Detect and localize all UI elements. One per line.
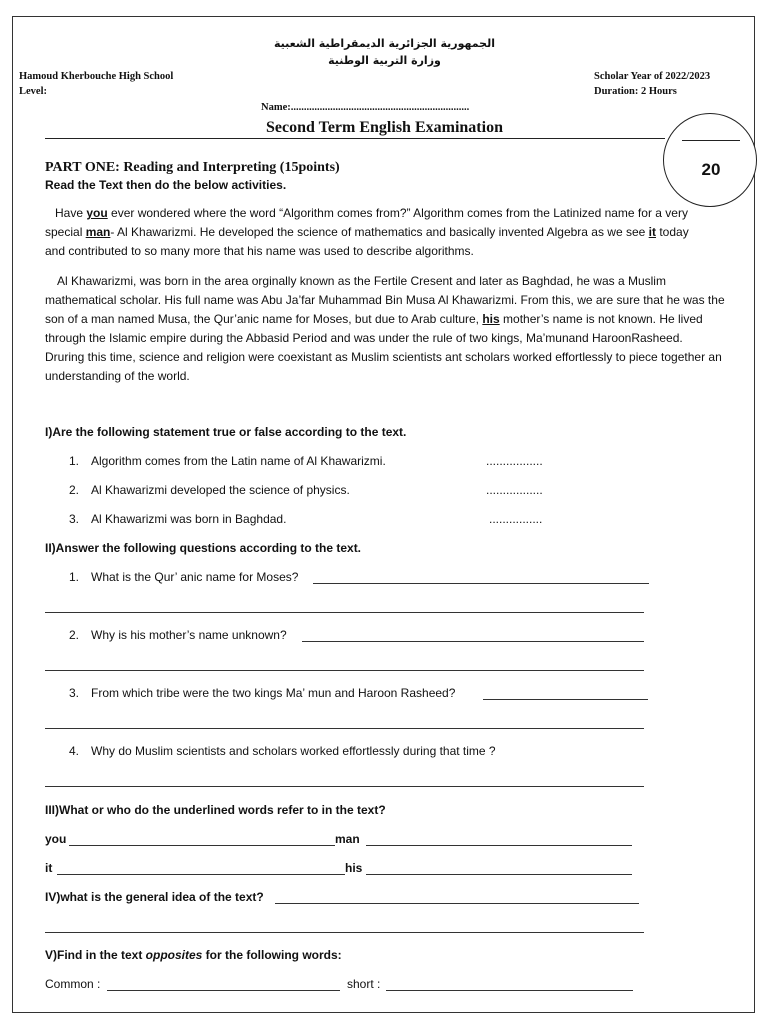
question-2: 2. Why is his mother’s name unknown?	[69, 628, 287, 642]
score-line	[682, 140, 740, 141]
underlined-you: you	[86, 206, 108, 220]
answer-line-general-idea-extra[interactable]	[45, 932, 644, 933]
tf-answer-1[interactable]: .................	[486, 454, 543, 468]
tf-item-3: 3. Al Khawarizmi was born in Baghdad.	[69, 512, 287, 526]
answer-line-q1-extra[interactable]	[45, 612, 644, 613]
tf-answer-2[interactable]: .................	[486, 483, 543, 497]
answer-line-q2[interactable]	[302, 641, 644, 642]
opposite-word-common: Common :	[45, 977, 101, 991]
paragraph-1: Have you ever wondered where the word “Algorithm comes from?” Algorithm comes from the Latinized name for a very special man- Al Khawarizmi. He developed the science of mathematics and basically invented Algebra as we see it today and contributed to so many more that his name was used to describe algorithms.	[45, 206, 689, 258]
section-4-heading: IV)what is the general idea of the text?	[45, 890, 264, 904]
answer-line-short[interactable]	[386, 990, 633, 991]
question-1: 1. What is the Qur’ anic name for Moses?	[69, 570, 299, 584]
section-3-heading: III)What or who do the underlined words refer to in the text?	[45, 803, 386, 817]
section-2-heading: II)Answer the following questions according to the text.	[45, 541, 362, 555]
underlined-his: his	[482, 312, 500, 326]
title-rule	[45, 138, 665, 139]
section-1-heading: I)Are the following statement true or false according to the text.	[45, 425, 407, 439]
underlined-it: it	[648, 225, 657, 239]
answer-line-q4[interactable]	[45, 786, 644, 787]
ref-word-you: you	[45, 832, 67, 846]
tf-item-2: 2. Al Khawarizmi developed the science of physics.	[69, 483, 350, 497]
underlined-man: man	[85, 225, 111, 239]
answer-line-general-idea[interactable]	[275, 903, 639, 904]
answer-line-q3[interactable]	[483, 699, 648, 700]
score-total: 20	[701, 160, 721, 179]
part-one-instruction: Read the Text then do the below activities.	[45, 178, 287, 192]
answer-line-his[interactable]	[366, 874, 632, 875]
opposite-word-short: short :	[347, 977, 381, 991]
question-3: 3. From which tribe were the two kings Ma’ mun and Haroon Rasheed?	[69, 686, 456, 700]
school-name: Hamoud Kherbouche High School	[19, 71, 174, 82]
tf-item-1: 1. Algorithm comes from the Latin name of Al Khawarizmi.	[69, 454, 386, 468]
paragraph-2: Al Khawarizmi, was born in the area orginally known as the Fertile Cresent and later as Baghdad, he was a Muslim mathematical scholar. His full name was Abu Ja’far Muhammad Bin Musa Al Khawarizmi. From this, we are sure that he was the son of a man named Musa, the Qur’anic name for Moses, but due to Arab culture, his mother’s name is not known. He lived through the Islamic empire during the Abbasid Period and was under the rule of two kings, Ma’munand HaroonRasheed. Druring this time, science and religion were coexistant as Muslim scientists ant scholars worked effortlessly to piece together an understanding of the world.	[45, 274, 725, 383]
ref-word-it: it	[45, 861, 53, 875]
answer-line-man[interactable]	[366, 845, 632, 846]
exam-title: Second Term English Examination	[266, 119, 503, 136]
answer-line-common[interactable]	[107, 990, 340, 991]
scholar-year: Scholar Year of 2022/2023	[594, 71, 711, 82]
exam-page	[12, 16, 755, 1013]
answer-line-q1[interactable]	[313, 583, 649, 584]
score-circle[interactable]	[663, 113, 757, 207]
answer-line-q2-extra[interactable]	[45, 670, 644, 671]
answer-line-q3-extra[interactable]	[45, 728, 644, 729]
ref-word-his: his	[345, 861, 363, 875]
name-field[interactable]: Name:....................................................................	[261, 102, 470, 113]
arabic-republic-title: الجمهورية الجزائرية الديمقراطية الشعبية	[274, 37, 495, 50]
answer-line-it[interactable]	[57, 874, 345, 875]
part-one-title: PART ONE: Reading and Interpreting (15points)	[45, 160, 340, 175]
question-4: 4. Why do Muslim scientists and scholars worked effortlessly during that time ?	[69, 744, 496, 758]
level-label: Level:	[19, 86, 47, 97]
section-5-heading: V)Find in the text opposites for the following words:	[45, 948, 342, 962]
duration: Duration: 2 Hours	[594, 86, 677, 97]
answer-line-you[interactable]	[69, 845, 335, 846]
ref-word-man: man	[335, 832, 360, 846]
arabic-ministry-title: وزارة التربية الوطنية	[328, 54, 441, 67]
tf-answer-3[interactable]: ................	[489, 512, 543, 526]
